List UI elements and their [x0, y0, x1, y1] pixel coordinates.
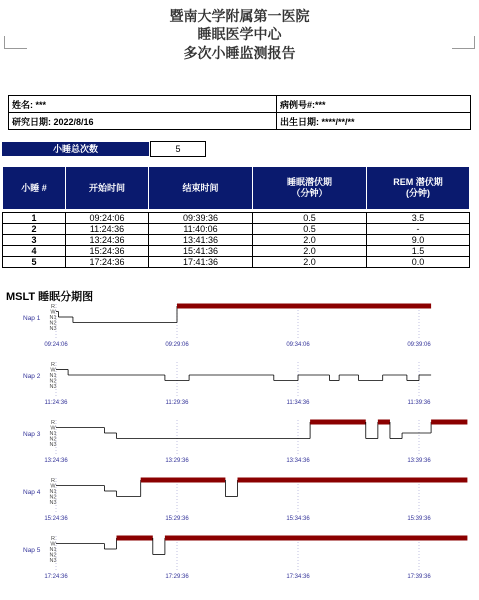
stage-label: N1 [49, 431, 57, 437]
study-date-value: 2022/8/16 [53, 116, 94, 127]
birth-date-value: ****/**/** [321, 116, 355, 127]
stage-label: N3 [49, 500, 57, 506]
stage-label: R [51, 536, 55, 542]
nap-rem-latency: 1.5 [367, 246, 470, 257]
corner-mark-right [452, 36, 475, 49]
col-header-nap: 小睡 # [3, 167, 66, 210]
time-tick-label: 09:24:06 [44, 342, 68, 348]
nap-start: 11:24:36 [66, 224, 149, 235]
nap-rem-latency: 3.5 [367, 213, 470, 224]
patient-name-cell [9, 96, 277, 113]
stage-label: R [51, 478, 55, 484]
nap-sleep-latency: 2.0 [253, 246, 367, 257]
stage-label: N2 [49, 552, 57, 559]
stage-label: W [50, 309, 56, 316]
study-date-label: 研究日期: [12, 116, 51, 127]
rem-segment [310, 420, 366, 425]
time-tick-label: 11:34:36 [286, 400, 310, 406]
time-tick-label: 13:39:36 [407, 458, 431, 464]
corner-mark-left [4, 36, 27, 49]
col-header-sleep-latency: 睡眠潜伏期 （分钟） [253, 167, 367, 210]
nap-rem-latency: - [367, 224, 470, 235]
stage-label: N3 [49, 558, 57, 564]
time-tick-label: 17:24:36 [44, 574, 68, 580]
nap-label: Nap 5 [23, 547, 41, 554]
nap-sleep-latency: 0.5 [253, 224, 367, 235]
stage-label: R [51, 304, 55, 310]
nap-number: 4 [3, 246, 66, 257]
hypnogram-title: MSLT 睡眠分期图 [6, 291, 94, 303]
stage-label: N2 [49, 436, 57, 443]
time-tick-label: 17:29:36 [165, 574, 189, 580]
table-row [3, 257, 470, 268]
hospital-name: 暨南大学附属第一医院 [169, 9, 310, 25]
nap-start: 17:24:36 [66, 257, 149, 268]
stage-label: N1 [49, 489, 57, 495]
record-number-label: 病例号#: [279, 99, 315, 110]
time-tick-label: 09:39:06 [407, 342, 431, 348]
rem-segment [238, 478, 468, 483]
nap-end: 11:40:06 [149, 224, 253, 235]
time-tick-label: 09:29:06 [165, 342, 189, 348]
nap-number: 2 [3, 224, 66, 235]
nap-number: 5 [3, 257, 66, 268]
table-row [3, 246, 470, 257]
time-tick-label: 13:24:36 [44, 458, 68, 464]
stage-label: N2 [49, 320, 57, 327]
nap-number: 3 [3, 235, 66, 246]
time-tick-label: 15:34:36 [286, 516, 310, 522]
nap-start: 15:24:36 [66, 246, 149, 257]
time-tick-label: 15:39:36 [407, 516, 431, 522]
nap-end: 13:41:36 [149, 235, 253, 246]
nap-rem-latency: 0.0 [367, 257, 470, 268]
nap-summary-table [2, 166, 470, 268]
col-header-end: 结束时间 [149, 167, 253, 210]
time-tick-label: 17:39:36 [407, 574, 431, 580]
nap-label: Nap 4 [23, 489, 41, 496]
stage-label: N2 [49, 378, 57, 385]
nap-count-label: 小睡总次数 [2, 142, 149, 156]
nap-start: 09:24:06 [66, 213, 149, 224]
nap-label: Nap 2 [23, 373, 41, 380]
time-tick-label: 15:24:36 [44, 516, 68, 522]
nap-count-value: 5 [150, 141, 206, 157]
time-tick-label: 11:39:36 [407, 400, 431, 406]
patient-name-value: *** [35, 99, 47, 110]
nap-start: 13:24:36 [66, 235, 149, 246]
nap-end: 17:41:36 [149, 257, 253, 268]
patient-name-label: 姓名: [12, 99, 33, 110]
nap-end: 09:39:36 [149, 213, 253, 224]
department-name: 睡眠医学中心 [197, 27, 282, 43]
stage-label: W [50, 425, 56, 432]
report-title: 多次小睡监测报告 [183, 46, 296, 62]
time-tick-label: 15:29:36 [165, 516, 189, 522]
stage-label: N1 [49, 315, 57, 321]
rem-segment [117, 536, 153, 541]
col-header-rem-latency: REM 潜伏期 (分钟) [367, 167, 470, 210]
birth-date-cell [276, 113, 470, 130]
stage-label: R [51, 362, 55, 368]
record-number-value: *** [314, 99, 326, 110]
rem-segment [378, 420, 390, 425]
record-number-cell [276, 96, 470, 113]
birth-date-label: 出生日期: [279, 116, 319, 127]
table-row [3, 224, 470, 235]
stage-label: N1 [49, 547, 57, 553]
nap-number: 1 [3, 213, 66, 224]
patient-info-table [8, 95, 471, 130]
nap-label: Nap 3 [23, 431, 41, 438]
rem-segment [431, 420, 467, 425]
stage-label: N3 [49, 326, 57, 332]
stage-label: N2 [49, 494, 57, 501]
stage-label: W [50, 541, 56, 548]
nap-label: Nap 1 [23, 315, 41, 322]
time-tick-label: 17:34:36 [286, 574, 310, 580]
nap-sleep-latency: 2.0 [253, 235, 367, 246]
stage-label: N3 [49, 442, 57, 448]
nap-sleep-latency: 2.0 [253, 257, 367, 268]
time-tick-label: 13:34:36 [286, 458, 310, 464]
rem-segment [141, 478, 226, 483]
stage-label: N1 [49, 373, 57, 379]
study-date-cell [9, 113, 277, 130]
table-row [3, 235, 470, 246]
rem-segment [165, 536, 468, 541]
nap-rem-latency: 9.0 [367, 235, 470, 246]
time-tick-label: 11:29:36 [165, 400, 189, 406]
time-tick-label: 09:34:06 [286, 342, 310, 348]
stage-label: W [50, 367, 56, 374]
nap-end: 15:41:36 [149, 246, 253, 257]
hypnogram-chart [0, 298, 479, 598]
time-tick-label: 11:24:36 [44, 400, 68, 406]
col-header-start: 开始时间 [66, 167, 149, 210]
stage-label: N3 [49, 384, 57, 390]
rem-segment [177, 304, 431, 309]
time-tick-label: 13:29:36 [165, 458, 189, 464]
stage-label: W [50, 483, 56, 490]
stage-label: R [51, 420, 55, 426]
nap-sleep-latency: 0.5 [253, 213, 367, 224]
table-row [3, 213, 470, 224]
